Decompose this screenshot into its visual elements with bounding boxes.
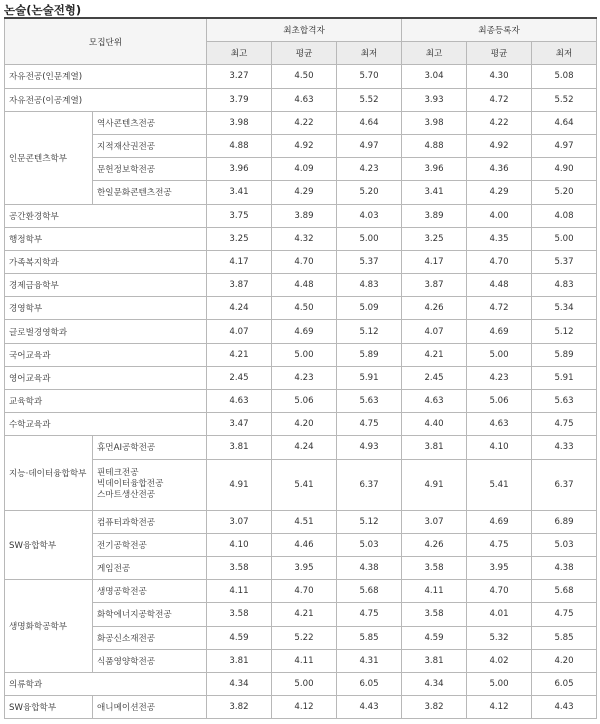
major-name: 생명공학전공 — [93, 580, 207, 603]
first-min-cell: 5.12 — [337, 320, 402, 343]
unit-group-name: SW융합학부 — [5, 696, 93, 719]
first-max-cell: 4.17 — [207, 250, 272, 273]
final-min-cell: 4.38 — [532, 556, 597, 579]
first-min-cell: 5.09 — [337, 297, 402, 320]
final-avg-cell: 5.41 — [467, 459, 532, 510]
table-row — [5, 158, 597, 181]
unit-name: 공간환경학부 — [5, 204, 207, 227]
final-min-cell: 5.08 — [532, 65, 597, 88]
table-row — [5, 65, 597, 88]
table-row — [5, 227, 597, 250]
first-min-cell: 5.37 — [337, 250, 402, 273]
final-min-cell: 5.20 — [532, 181, 597, 204]
final-max-cell: 4.63 — [402, 390, 467, 413]
major-name: 문헌정보학전공 — [93, 158, 207, 181]
final-max-cell: 3.81 — [402, 649, 467, 672]
final-avg-cell: 4.02 — [467, 649, 532, 672]
table-row — [5, 413, 597, 436]
first-avg-cell: 5.22 — [272, 626, 337, 649]
first-avg-cell: 4.29 — [272, 181, 337, 204]
first-avg-cell: 4.70 — [272, 250, 337, 273]
table-row — [5, 204, 597, 227]
first-min-cell: 6.05 — [337, 672, 402, 695]
first-max-cell: 3.81 — [207, 436, 272, 459]
first-min-cell: 5.63 — [337, 390, 402, 413]
final-min-cell: 5.68 — [532, 580, 597, 603]
final-max-cell: 4.17 — [402, 250, 467, 273]
first-min-cell: 4.38 — [337, 556, 402, 579]
table-row — [5, 274, 597, 297]
header-final-max: 최고 — [402, 42, 467, 65]
first-avg-cell: 4.20 — [272, 413, 337, 436]
page-title: 논술(논술전형) — [4, 3, 82, 17]
final-min-cell: 6.89 — [532, 510, 597, 533]
first-max-cell: 3.27 — [207, 65, 272, 88]
first-avg-cell: 4.92 — [272, 134, 337, 157]
first-avg-cell: 4.21 — [272, 603, 337, 626]
unit-name: 자유전공(이공계열) — [5, 88, 207, 111]
first-min-cell: 5.85 — [337, 626, 402, 649]
final-min-cell: 5.85 — [532, 626, 597, 649]
final-avg-cell: 3.95 — [467, 556, 532, 579]
first-avg-cell: 4.48 — [272, 274, 337, 297]
first-max-cell: 4.07 — [207, 320, 272, 343]
final-avg-cell: 4.69 — [467, 320, 532, 343]
final-min-cell: 4.75 — [532, 413, 597, 436]
first-max-cell: 3.82 — [207, 696, 272, 719]
table-row — [5, 580, 597, 603]
first-max-cell: 4.88 — [207, 134, 272, 157]
final-max-cell: 3.96 — [402, 158, 467, 181]
table-row — [5, 390, 597, 413]
final-max-cell: 4.91 — [402, 459, 467, 510]
unit-name: 행정학부 — [5, 227, 207, 250]
final-min-cell: 4.90 — [532, 158, 597, 181]
final-avg-cell: 4.36 — [467, 158, 532, 181]
first-max-cell: 3.41 — [207, 181, 272, 204]
final-min-cell: 6.05 — [532, 672, 597, 695]
first-avg-cell: 4.23 — [272, 366, 337, 389]
final-avg-cell: 4.29 — [467, 181, 532, 204]
final-max-cell: 4.26 — [402, 533, 467, 556]
final-min-cell: 4.97 — [532, 134, 597, 157]
final-max-cell: 3.81 — [402, 436, 467, 459]
final-avg-cell: 4.10 — [467, 436, 532, 459]
unit-name: 경영학부 — [5, 297, 207, 320]
first-avg-cell: 4.50 — [272, 65, 337, 88]
first-avg-cell: 4.12 — [272, 696, 337, 719]
major-name: 애니메이션전공 — [93, 696, 207, 719]
final-max-cell: 3.07 — [402, 510, 467, 533]
first-min-cell: 4.93 — [337, 436, 402, 459]
header-first-max: 최고 — [207, 42, 272, 65]
final-max-cell: 3.98 — [402, 111, 467, 134]
first-avg-cell: 4.69 — [272, 320, 337, 343]
first-max-cell: 3.81 — [207, 649, 272, 672]
final-max-cell: 4.11 — [402, 580, 467, 603]
table-body — [5, 65, 597, 719]
first-avg-cell: 4.32 — [272, 227, 337, 250]
final-min-cell: 4.83 — [532, 274, 597, 297]
table-row — [5, 111, 597, 134]
final-avg-cell: 4.69 — [467, 510, 532, 533]
table-row — [5, 320, 597, 343]
final-avg-cell: 4.75 — [467, 533, 532, 556]
first-max-cell: 3.58 — [207, 603, 272, 626]
first-min-cell: 5.20 — [337, 181, 402, 204]
major-name: 컴퓨터과학전공 — [93, 510, 207, 533]
first-min-cell: 5.70 — [337, 65, 402, 88]
final-avg-cell: 4.70 — [467, 250, 532, 273]
first-max-cell: 3.58 — [207, 556, 272, 579]
final-avg-cell: 4.01 — [467, 603, 532, 626]
unit-group-name: 지능·데이터융합학부 — [5, 436, 93, 510]
first-avg-cell: 4.70 — [272, 580, 337, 603]
unit-group-name: 생명화학공학부 — [5, 580, 93, 673]
final-min-cell: 5.37 — [532, 250, 597, 273]
final-max-cell: 4.88 — [402, 134, 467, 157]
major-name: 지적재산권전공 — [93, 134, 207, 157]
major-name: 휴먼AI공학전공 — [93, 436, 207, 459]
first-min-cell: 5.52 — [337, 88, 402, 111]
first-max-cell: 3.07 — [207, 510, 272, 533]
unit-name: 교육학과 — [5, 390, 207, 413]
table-row — [5, 297, 597, 320]
table-row — [5, 672, 597, 695]
final-max-cell: 3.93 — [402, 88, 467, 111]
table-row — [5, 343, 597, 366]
first-max-cell: 3.47 — [207, 413, 272, 436]
table-row — [5, 556, 597, 579]
final-avg-cell: 4.72 — [467, 297, 532, 320]
unit-name: 수학교육과 — [5, 413, 207, 436]
first-avg-cell: 4.46 — [272, 533, 337, 556]
final-max-cell: 3.87 — [402, 274, 467, 297]
final-max-cell: 3.41 — [402, 181, 467, 204]
final-avg-cell: 5.00 — [467, 343, 532, 366]
unit-name: 글로벌경영학과 — [5, 320, 207, 343]
first-max-cell: 3.96 — [207, 158, 272, 181]
first-min-cell: 5.68 — [337, 580, 402, 603]
first-max-cell: 4.11 — [207, 580, 272, 603]
final-avg-cell: 4.63 — [467, 413, 532, 436]
first-min-cell: 4.83 — [337, 274, 402, 297]
table-row — [5, 134, 597, 157]
first-avg-cell: 5.00 — [272, 672, 337, 695]
unit-name: 경제금융학부 — [5, 274, 207, 297]
major-name: 역사콘텐츠전공 — [93, 111, 207, 134]
major-name: 핀테크전공 빅데이터융합전공 스마트생산전공 — [93, 459, 207, 510]
final-min-cell: 5.63 — [532, 390, 597, 413]
first-max-cell: 4.63 — [207, 390, 272, 413]
final-max-cell: 4.40 — [402, 413, 467, 436]
final-min-cell: 4.64 — [532, 111, 597, 134]
first-min-cell: 4.64 — [337, 111, 402, 134]
final-min-cell: 4.08 — [532, 204, 597, 227]
table-row — [5, 250, 597, 273]
first-avg-cell: 4.11 — [272, 649, 337, 672]
final-min-cell: 5.00 — [532, 227, 597, 250]
final-min-cell: 5.12 — [532, 320, 597, 343]
first-max-cell: 4.59 — [207, 626, 272, 649]
final-max-cell: 4.07 — [402, 320, 467, 343]
unit-name: 자유전공(인문계열) — [5, 65, 207, 88]
unit-group-name: SW융합학부 — [5, 510, 93, 580]
final-min-cell: 5.34 — [532, 297, 597, 320]
final-min-cell: 5.52 — [532, 88, 597, 111]
table-row — [5, 510, 597, 533]
first-max-cell: 4.24 — [207, 297, 272, 320]
first-max-cell: 3.25 — [207, 227, 272, 250]
major-name: 한일문화콘텐츠전공 — [93, 181, 207, 204]
first-max-cell: 4.10 — [207, 533, 272, 556]
first-avg-cell: 3.95 — [272, 556, 337, 579]
table-row — [5, 626, 597, 649]
first-max-cell: 3.87 — [207, 274, 272, 297]
major-name: 전기공학전공 — [93, 533, 207, 556]
table-row — [5, 533, 597, 556]
final-avg-cell: 4.48 — [467, 274, 532, 297]
first-max-cell: 4.21 — [207, 343, 272, 366]
first-avg-cell: 4.51 — [272, 510, 337, 533]
table-row — [5, 696, 597, 719]
final-min-cell: 5.03 — [532, 533, 597, 556]
header-first-admitted: 최초합격자 — [207, 18, 402, 42]
table-row — [5, 88, 597, 111]
table-row — [5, 649, 597, 672]
first-min-cell: 4.31 — [337, 649, 402, 672]
header-final-avg: 평균 — [467, 42, 532, 65]
first-min-cell: 4.03 — [337, 204, 402, 227]
header-first-avg: 평균 — [272, 42, 337, 65]
first-min-cell: 4.97 — [337, 134, 402, 157]
final-max-cell: 3.25 — [402, 227, 467, 250]
first-avg-cell: 5.00 — [272, 343, 337, 366]
final-max-cell: 2.45 — [402, 366, 467, 389]
final-avg-cell: 4.00 — [467, 204, 532, 227]
first-min-cell: 5.00 — [337, 227, 402, 250]
first-min-cell: 6.37 — [337, 459, 402, 510]
header-first-min: 최저 — [337, 42, 402, 65]
final-avg-cell: 4.70 — [467, 580, 532, 603]
final-max-cell: 3.82 — [402, 696, 467, 719]
final-max-cell: 3.89 — [402, 204, 467, 227]
first-avg-cell: 5.41 — [272, 459, 337, 510]
first-min-cell: 5.12 — [337, 510, 402, 533]
first-min-cell: 5.89 — [337, 343, 402, 366]
unit-name: 가족복지학과 — [5, 250, 207, 273]
header-unit: 모집단위 — [5, 18, 207, 65]
final-max-cell: 3.04 — [402, 65, 467, 88]
unit-name: 국어교육과 — [5, 343, 207, 366]
final-max-cell: 3.58 — [402, 603, 467, 626]
first-max-cell: 3.75 — [207, 204, 272, 227]
final-max-cell: 4.34 — [402, 672, 467, 695]
first-avg-cell: 4.24 — [272, 436, 337, 459]
final-min-cell: 4.33 — [532, 436, 597, 459]
final-min-cell: 5.91 — [532, 366, 597, 389]
final-avg-cell: 5.32 — [467, 626, 532, 649]
unit-name: 의류학과 — [5, 672, 207, 695]
first-max-cell: 4.91 — [207, 459, 272, 510]
first-max-cell: 2.45 — [207, 366, 272, 389]
final-avg-cell: 4.35 — [467, 227, 532, 250]
final-avg-cell: 4.72 — [467, 88, 532, 111]
first-max-cell: 4.34 — [207, 672, 272, 695]
first-max-cell: 3.79 — [207, 88, 272, 111]
final-min-cell: 4.43 — [532, 696, 597, 719]
first-min-cell: 4.75 — [337, 603, 402, 626]
first-min-cell: 4.43 — [337, 696, 402, 719]
first-avg-cell: 4.22 — [272, 111, 337, 134]
final-avg-cell: 4.30 — [467, 65, 532, 88]
table-row — [5, 436, 597, 459]
first-avg-cell: 4.09 — [272, 158, 337, 181]
header-final-registered: 최종등록자 — [402, 18, 597, 42]
final-max-cell: 4.26 — [402, 297, 467, 320]
final-min-cell: 4.75 — [532, 603, 597, 626]
first-avg-cell: 4.63 — [272, 88, 337, 111]
major-name: 화학에너지공학전공 — [93, 603, 207, 626]
final-avg-cell: 4.92 — [467, 134, 532, 157]
major-name: 식품영양학전공 — [93, 649, 207, 672]
table-row — [5, 181, 597, 204]
final-max-cell: 4.59 — [402, 626, 467, 649]
unit-group-name: 인문콘텐츠학부 — [5, 111, 93, 204]
header-final-min: 최저 — [532, 42, 597, 65]
first-avg-cell: 4.50 — [272, 297, 337, 320]
unit-name: 영어교육과 — [5, 366, 207, 389]
major-name: 화공신소재전공 — [93, 626, 207, 649]
first-min-cell: 5.03 — [337, 533, 402, 556]
final-max-cell: 3.58 — [402, 556, 467, 579]
table-row — [5, 459, 597, 510]
final-avg-cell: 5.06 — [467, 390, 532, 413]
admission-score-table — [4, 17, 597, 719]
table-row — [5, 603, 597, 626]
first-max-cell: 3.98 — [207, 111, 272, 134]
first-min-cell: 4.75 — [337, 413, 402, 436]
major-name: 게임전공 — [93, 556, 207, 579]
first-avg-cell: 5.06 — [272, 390, 337, 413]
final-max-cell: 4.21 — [402, 343, 467, 366]
table-row — [5, 366, 597, 389]
final-min-cell: 4.20 — [532, 649, 597, 672]
first-min-cell: 5.91 — [337, 366, 402, 389]
final-avg-cell: 5.00 — [467, 672, 532, 695]
final-avg-cell: 4.23 — [467, 366, 532, 389]
final-min-cell: 6.37 — [532, 459, 597, 510]
first-avg-cell: 3.89 — [272, 204, 337, 227]
first-min-cell: 4.23 — [337, 158, 402, 181]
final-avg-cell: 4.12 — [467, 696, 532, 719]
final-avg-cell: 4.22 — [467, 111, 532, 134]
final-min-cell: 5.89 — [532, 343, 597, 366]
